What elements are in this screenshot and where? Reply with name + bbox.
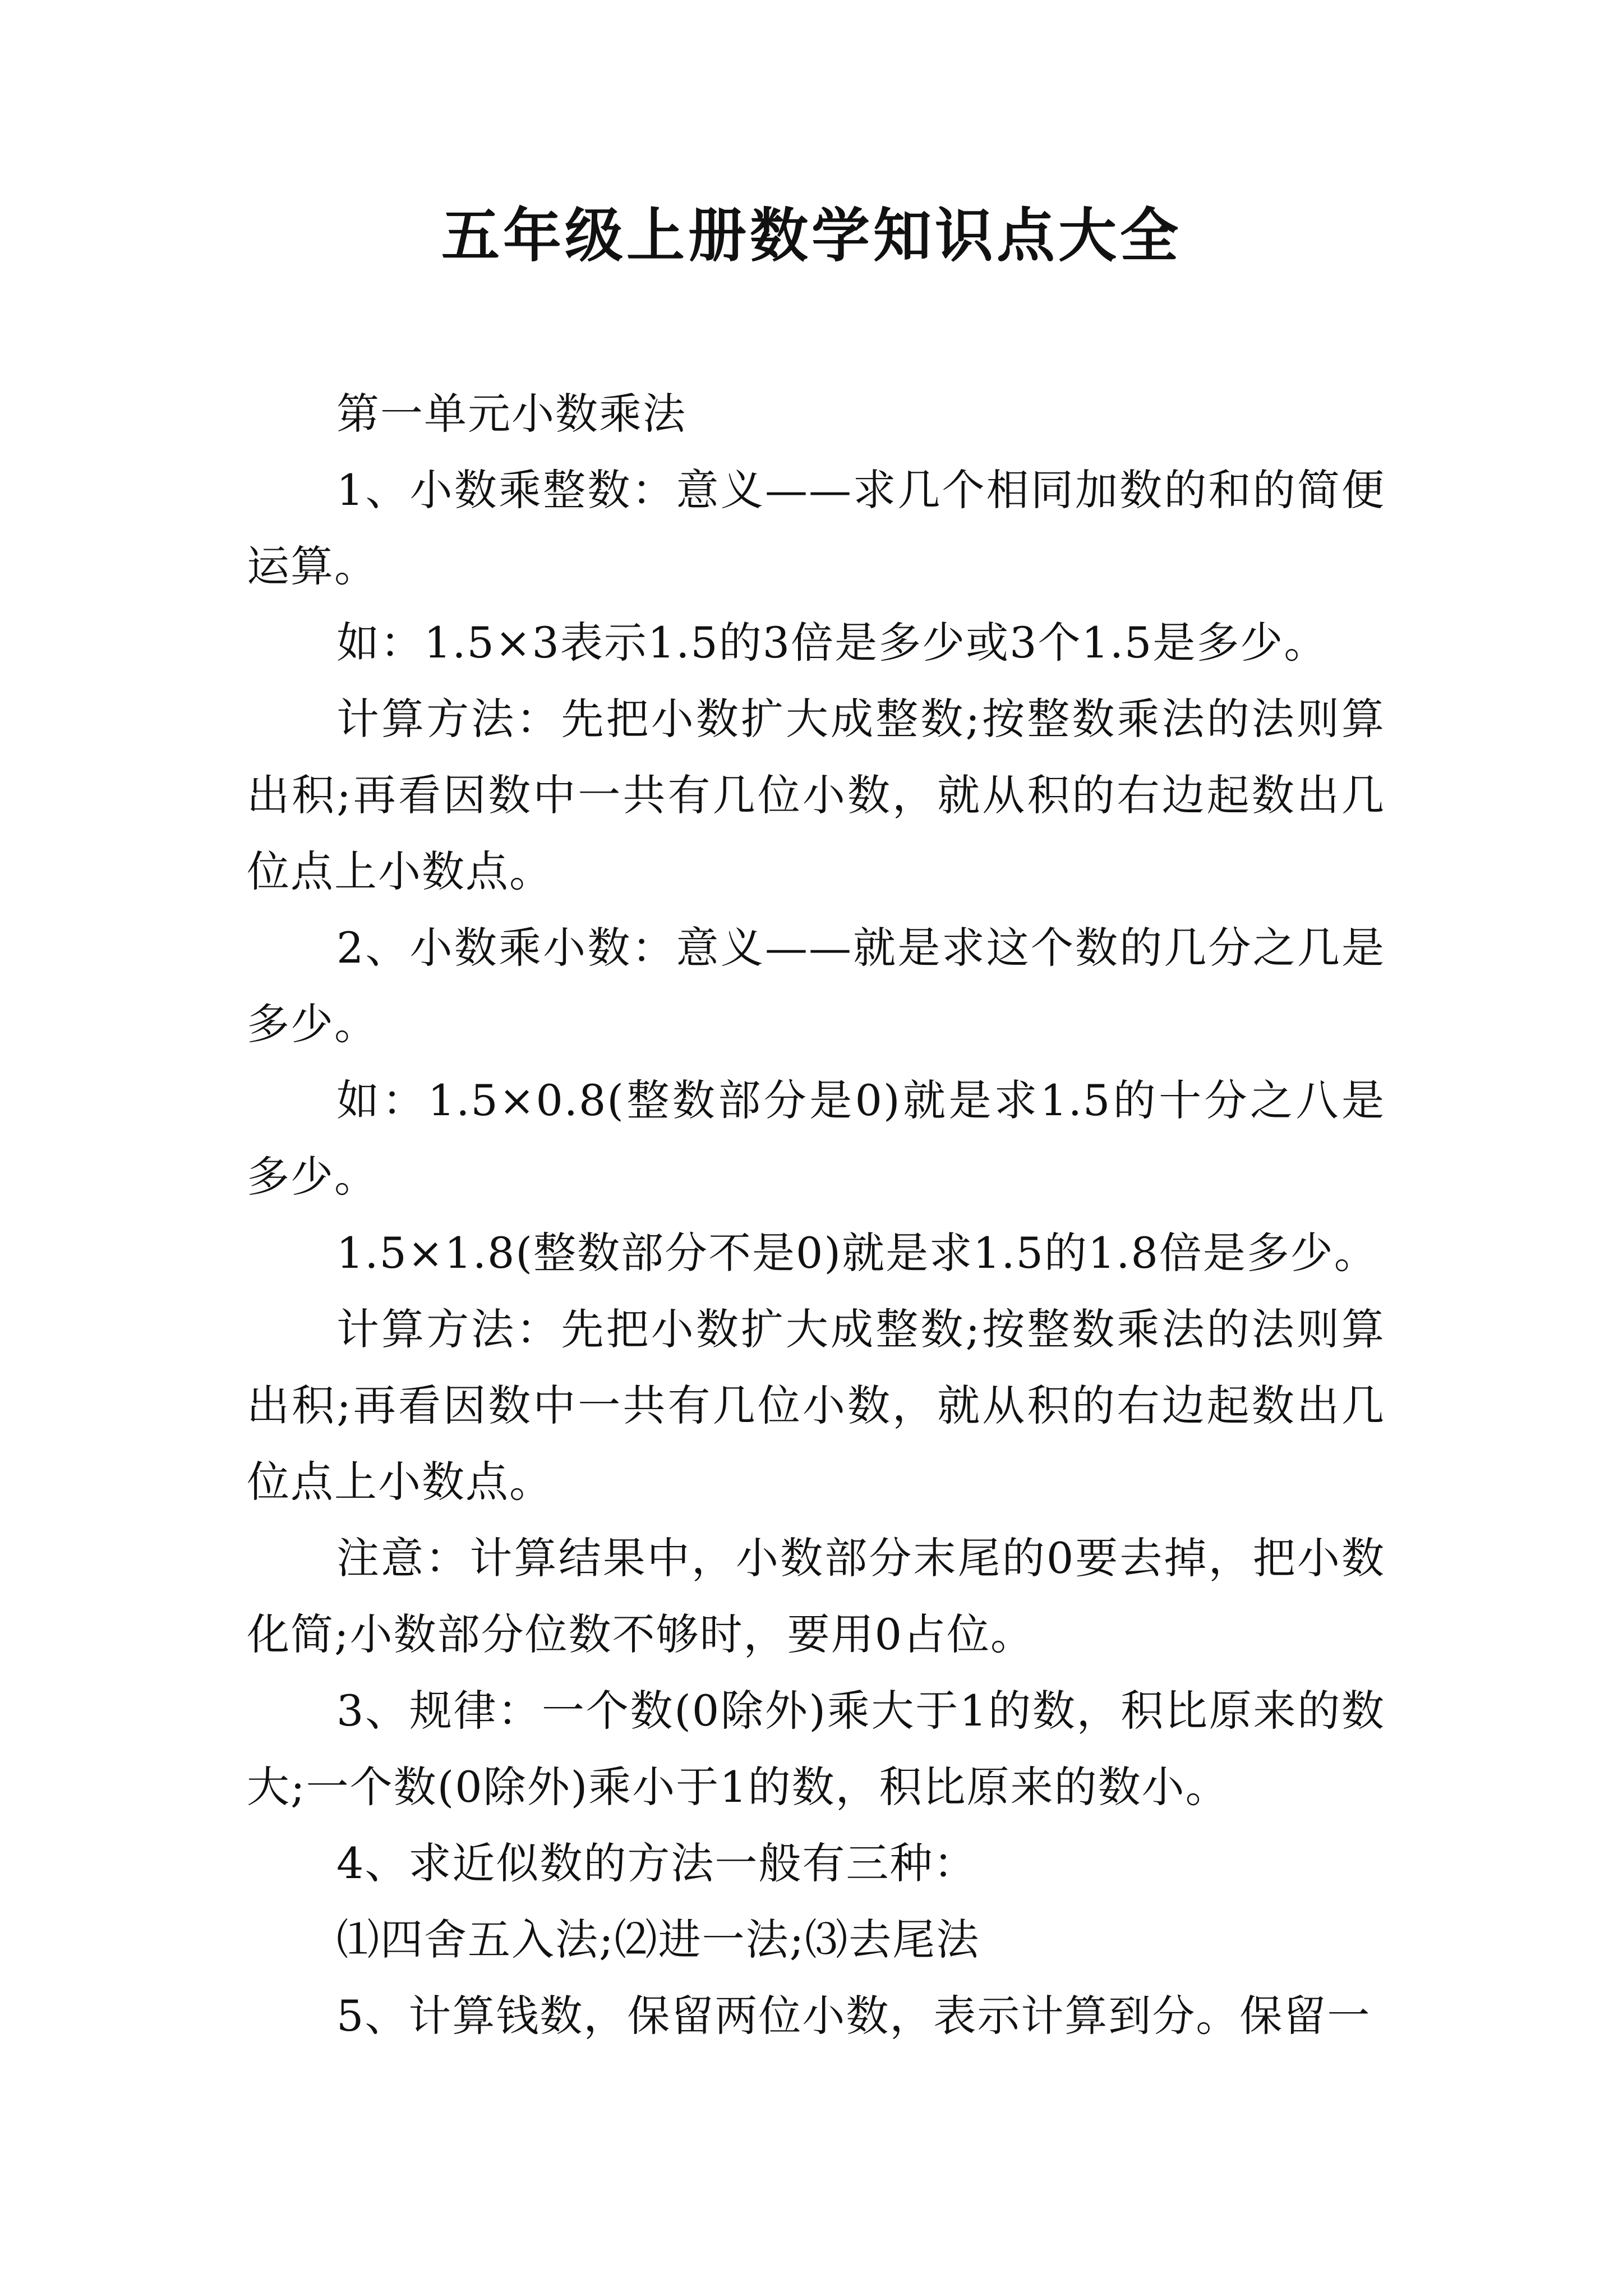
paragraph: 5、计算钱数，保留两位小数，表示计算到分。保留一	[336, 1991, 1371, 2041]
paragraph: 3、规律：一个数(0除外)乘大于1的数，积比原来的数大;一个数(0除外)乘小于1的数，积比原来的数小。	[247, 1686, 1385, 1812]
paragraph: 1、小数乘整数：意义——求几个相同加数的和的简便运算。	[247, 465, 1385, 591]
paragraph: 如：1.5×0.8(整数部分是0)就是求1.5的十分之八是多少。	[247, 1075, 1385, 1202]
section-heading: 第一单元小数乘法	[336, 389, 686, 439]
paragraph: 如：1.5×3表示1.5的3倍是多少或3个1.5是多少。	[336, 618, 1328, 668]
paragraph: ⑴四舍五入法;⑵进一法;⑶去尾法	[336, 1915, 980, 1964]
paragraph: 计算方法：先把小数扩大成整数;按整数乘法的法则算出积;再看因数中一共有几位小数，就从积的右边起数出几位点上小数点。	[247, 694, 1385, 896]
paragraph: 注意：计算结果中，小数部分末尾的0要去掉，把小数化简;小数部分位数不够时，要用0占位。	[247, 1533, 1385, 1659]
document-title: 五年级上册数学知识点大全	[441, 201, 1182, 270]
paragraph: 2、小数乘小数：意义——就是求这个数的几分之几是多少。	[247, 923, 1385, 1049]
paragraph: 4、求近似数的方法一般有三种：	[336, 1838, 978, 1888]
paragraph: 计算方法：先把小数扩大成整数;按整数乘法的法则算出积;再看因数中一共有几位小数，就从积的右边起数出几位点上小数点。	[247, 1304, 1385, 1507]
document-body	[247, 376, 1385, 2054]
paragraph: 1.5×1.8(整数部分不是0)就是求1.5的1.8倍是多少。	[336, 1228, 1378, 1278]
